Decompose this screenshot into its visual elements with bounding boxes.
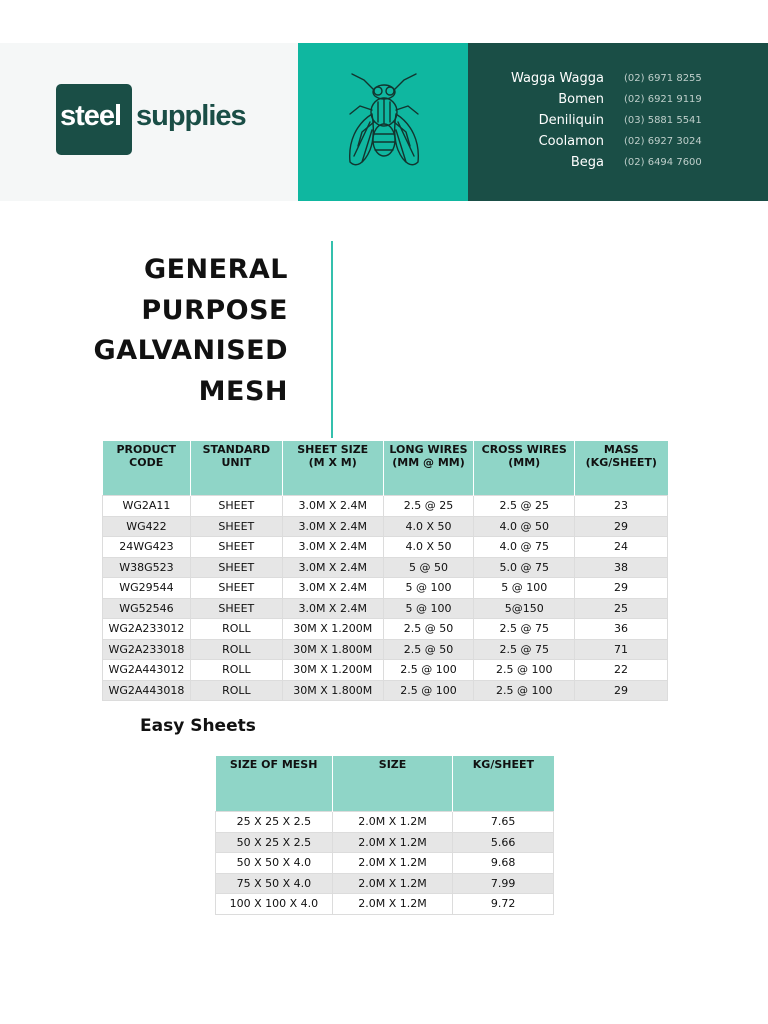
title-divider <box>331 241 333 438</box>
table-cell: 2.5 @ 100 <box>474 660 575 681</box>
column-header: PRODUCT CODE <box>103 441 191 496</box>
table-cell: 24 <box>575 537 668 558</box>
table-cell: SHEET <box>190 557 282 578</box>
fly-icon <box>342 70 426 174</box>
table-cell: 75 X 50 X 4.0 <box>216 873 333 894</box>
table-cell: ROLL <box>190 660 282 681</box>
table-row <box>103 578 668 599</box>
table-cell: 100 X 100 X 4.0 <box>216 894 333 915</box>
title-line: PURPOSE <box>141 294 288 326</box>
contact-phone: (02) 6494 7600 <box>624 157 702 168</box>
column-header: SIZE <box>332 756 453 812</box>
column-header: LONG WIRES (MM @ MM) <box>383 441 474 496</box>
table-cell: 2.0M X 1.2M <box>332 894 453 915</box>
table-cell: 50 X 50 X 4.0 <box>216 853 333 874</box>
table-cell: SHEET <box>190 537 282 558</box>
logo-text-supplies: supplies <box>136 100 246 132</box>
table-cell: 22 <box>575 660 668 681</box>
contact-phone: (03) 5881 5541 <box>624 115 702 126</box>
contact-row <box>490 113 750 134</box>
table-cell: 3.0M X 2.4M <box>282 537 383 558</box>
table-cell: ROLL <box>190 639 282 660</box>
table-cell: WG29544 <box>103 578 191 599</box>
contact-town: Wagga Wagga <box>510 71 604 86</box>
table-cell: 2.0M X 1.2M <box>332 812 453 833</box>
table-row <box>103 660 668 681</box>
table-cell: 71 <box>575 639 668 660</box>
table-row <box>216 832 554 853</box>
title-line: GENERAL <box>143 254 288 285</box>
mesh-table <box>102 441 668 701</box>
contact-town: Bomen <box>558 92 604 107</box>
easy-sheets-table <box>215 756 554 915</box>
table-row <box>216 853 554 874</box>
table-cell: 3.0M X 2.4M <box>282 557 383 578</box>
table-cell: SHEET <box>190 598 282 619</box>
contact-row <box>490 92 750 113</box>
table-cell: 2.5 @ 100 <box>383 680 474 701</box>
table-header-row <box>216 756 554 812</box>
table-cell: SHEET <box>190 516 282 537</box>
table-cell: 4.0 @ 50 <box>474 516 575 537</box>
table-cell: 2.5 @ 100 <box>383 660 474 681</box>
page-title <box>60 250 288 412</box>
table-row <box>216 812 554 833</box>
table-cell: 5 @ 50 <box>383 557 474 578</box>
table-row <box>103 516 668 537</box>
contact-town: Deniliquin <box>538 113 604 128</box>
contact-row <box>490 134 750 155</box>
table-row <box>103 598 668 619</box>
table-cell: 5.66 <box>453 832 554 853</box>
table-row <box>103 680 668 701</box>
table-cell: 7.99 <box>453 873 554 894</box>
easy-sheets-title: Easy Sheets <box>140 716 256 736</box>
table-cell: 5@150 <box>474 598 575 619</box>
table-cell: WG2A443018 <box>103 680 191 701</box>
contact-town: Coolamon <box>538 134 604 149</box>
table-cell: W38G523 <box>103 557 191 578</box>
page-header <box>0 43 768 201</box>
table-cell: 7.65 <box>453 812 554 833</box>
table-cell: WG422 <box>103 516 191 537</box>
table-cell: SHEET <box>190 578 282 599</box>
table-row <box>103 639 668 660</box>
table-cell: WG2A443012 <box>103 660 191 681</box>
table-cell: 5.0 @ 75 <box>474 557 575 578</box>
table-cell: 50 X 25 X 2.5 <box>216 832 333 853</box>
table-cell: 29 <box>575 680 668 701</box>
table-cell: 24WG423 <box>103 537 191 558</box>
column-header: STANDARD UNIT <box>190 441 282 496</box>
table-cell: 9.72 <box>453 894 554 915</box>
contact-row <box>490 155 750 176</box>
table-cell: 5 @ 100 <box>383 598 474 619</box>
contact-list <box>490 71 750 176</box>
contact-phone: (02) 6921 9119 <box>624 94 702 105</box>
table-cell: 30M X 1.800M <box>282 680 383 701</box>
table-cell: 5 @ 100 <box>383 578 474 599</box>
table-row <box>216 873 554 894</box>
table-cell: 3.0M X 2.4M <box>282 598 383 619</box>
table-cell: 3.0M X 2.4M <box>282 578 383 599</box>
table-cell: WG52546 <box>103 598 191 619</box>
logo-text-steel: steel <box>60 100 122 132</box>
table-cell: 9.68 <box>453 853 554 874</box>
table-cell: 25 <box>575 598 668 619</box>
column-header: KG/SHEET <box>453 756 554 812</box>
table-row <box>103 537 668 558</box>
table-cell: 25 X 25 X 2.5 <box>216 812 333 833</box>
table-cell: 4.0 @ 75 <box>474 537 575 558</box>
table-cell: 2.0M X 1.2M <box>332 832 453 853</box>
contact-row <box>490 71 750 92</box>
column-header: SIZE OF MESH <box>216 756 333 812</box>
table-cell: SHEET <box>190 496 282 517</box>
table-row <box>216 894 554 915</box>
table-cell: 2.0M X 1.2M <box>332 853 453 874</box>
table-cell: 3.0M X 2.4M <box>282 496 383 517</box>
table-cell: 2.5 @ 75 <box>474 639 575 660</box>
contact-phone: (02) 6971 8255 <box>624 73 702 84</box>
table-cell: 38 <box>575 557 668 578</box>
table-cell: ROLL <box>190 680 282 701</box>
table-cell: 29 <box>575 516 668 537</box>
table-cell: 30M X 1.200M <box>282 660 383 681</box>
contact-town: Bega <box>570 155 604 170</box>
table-row <box>103 557 668 578</box>
table-cell: 2.0M X 1.2M <box>332 873 453 894</box>
table-cell: WG2A233012 <box>103 619 191 640</box>
column-header: CROSS WIRES (MM) <box>474 441 575 496</box>
column-header: MASS (KG/SHEET) <box>575 441 668 496</box>
table-cell: 29 <box>575 578 668 599</box>
table-cell: 2.5 @ 50 <box>383 639 474 660</box>
contact-phone: (02) 6927 3024 <box>624 136 702 147</box>
table-cell: 23 <box>575 496 668 517</box>
table-cell: 2.5 @ 25 <box>383 496 474 517</box>
table-header-row <box>103 441 668 496</box>
table-cell: 4.0 X 50 <box>383 537 474 558</box>
title-line: GALVANISED <box>93 335 288 366</box>
table-cell: WG2A233018 <box>103 639 191 660</box>
table-row <box>103 619 668 640</box>
table-cell: 36 <box>575 619 668 640</box>
table-cell: 2.5 @ 75 <box>474 619 575 640</box>
table-cell: ROLL <box>190 619 282 640</box>
table-cell: 3.0M X 2.4M <box>282 516 383 537</box>
table-cell: 2.5 @ 25 <box>474 496 575 517</box>
table-cell: 5 @ 100 <box>474 578 575 599</box>
table-row <box>103 496 668 517</box>
table-cell: 30M X 1.200M <box>282 619 383 640</box>
table-cell: 2.5 @ 50 <box>383 619 474 640</box>
table-cell: 2.5 @ 100 <box>474 680 575 701</box>
table-cell: WG2A11 <box>103 496 191 517</box>
table-cell: 30M X 1.800M <box>282 639 383 660</box>
title-line: MESH <box>198 375 288 407</box>
column-header: SHEET SIZE (M X M) <box>282 441 383 496</box>
table-cell: 4.0 X 50 <box>383 516 474 537</box>
